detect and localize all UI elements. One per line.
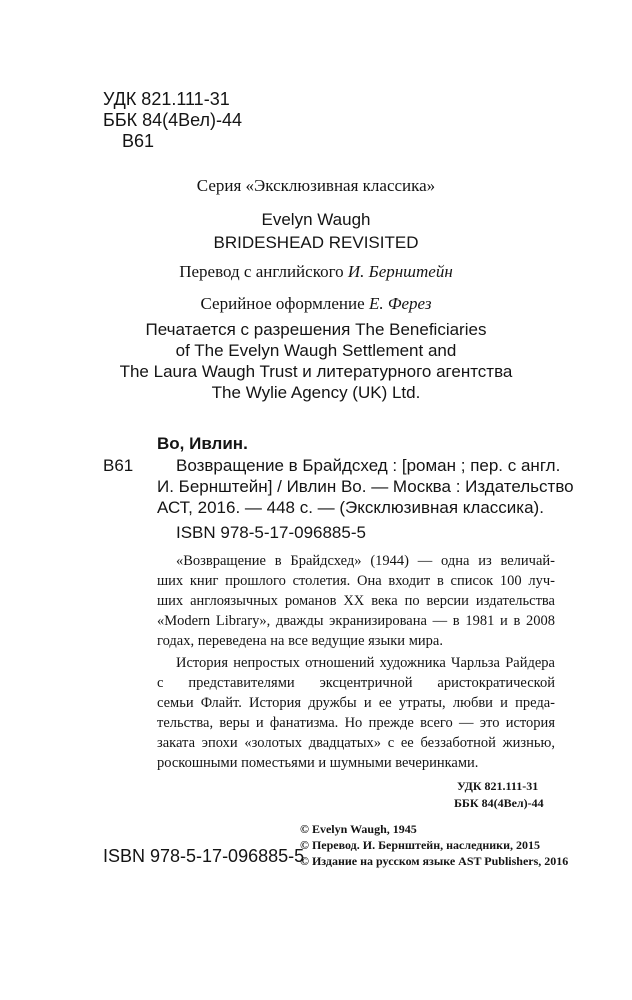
designer-name: Е. Ферез	[368, 294, 432, 313]
catalog-description-line: АСТ, 2016. — 448 с. — (Эксклюзивная классика).	[157, 498, 544, 517]
annotation-udk: УДК 821.111-31	[457, 779, 539, 793]
copyright-line: © Перевод. И. Бернштейн, наследники, 2015	[300, 838, 540, 852]
designer-prefix: Серийное оформление	[200, 294, 369, 313]
annotation-line: заката эпохи «золотых двадцатых» с ее беззаботной жизнью,	[157, 735, 555, 751]
catalog-description-line: Возвращение в Брайдсхед : [роман ; пер. с англ.	[176, 456, 561, 475]
footer-isbn: ISBN 978-5-17-096885-5	[103, 846, 305, 866]
designer-line	[0, 295, 632, 312]
permission-line: The Laura Waugh Trust и литературного агентства	[119, 362, 513, 381]
permission-line: The Wylie Agency (UK) Ltd.	[211, 383, 421, 402]
annotation-line: ших книг прошлого столетия. Она входит в список 100 луч-	[157, 573, 555, 589]
permission-line: of The Evelyn Waugh Settlement and	[175, 341, 457, 360]
udk-code: УДК 821.111-31	[103, 89, 230, 109]
translator-name: И. Бернштейн	[347, 262, 453, 281]
catalog-description-line: И. Бернштейн] / Ивлин Во. — Москва : Издательство	[157, 477, 574, 496]
copyright-line: © Издание на русском языке AST Publishers, 2016	[300, 854, 569, 868]
annotation-line: роскошными поместьями и шумными вечеринками.	[157, 755, 479, 771]
translator-line	[0, 263, 632, 280]
annotation-line: семьи Флайт. История дружбы и ее утраты, любви и преда-	[157, 695, 555, 711]
permission-line: Печатается с разрешения The Beneficiaries	[145, 320, 487, 339]
bbk-code: ББК 84(4Вел)-44	[103, 110, 243, 130]
annotation-line: тельства, веры и фанатизма. Но прежде всего — это история	[157, 715, 555, 731]
author-mark: В61	[122, 131, 155, 151]
catalog-author-heading: Во, Ивлин.	[157, 434, 248, 453]
original-title: BRIDESHEAD REVISITED	[213, 233, 419, 252]
series-line: Серия «Эксклюзивная классика»	[196, 176, 436, 195]
translator-prefix: Перевод с английского	[179, 262, 348, 281]
annotation-line: «Modern Library», дважды экранизирована — в 1981 и в 2008	[157, 613, 555, 629]
original-author: Evelyn Waugh	[261, 210, 371, 229]
copyright-line: © Evelyn Waugh, 1945	[300, 822, 417, 836]
annotation-line: с представителями эксцентричной аристократической	[157, 675, 555, 691]
annotation-line: История непростых отношений художника Чарльза Райдера	[176, 655, 555, 671]
annotation-line: «Возвращение в Брайдсхед» (1944) — одна из величай-	[176, 553, 555, 569]
annotation-line: ших англоязычных романов XX века по версии издательства	[157, 593, 555, 609]
catalog-isbn: ISBN 978-5-17-096885-5	[176, 523, 366, 542]
catalog-mark: В61	[103, 456, 134, 475]
annotation-bbk: ББК 84(4Вел)-44	[454, 796, 544, 810]
annotation-line: годах, переведена на все ведущие языки мира.	[157, 633, 443, 649]
